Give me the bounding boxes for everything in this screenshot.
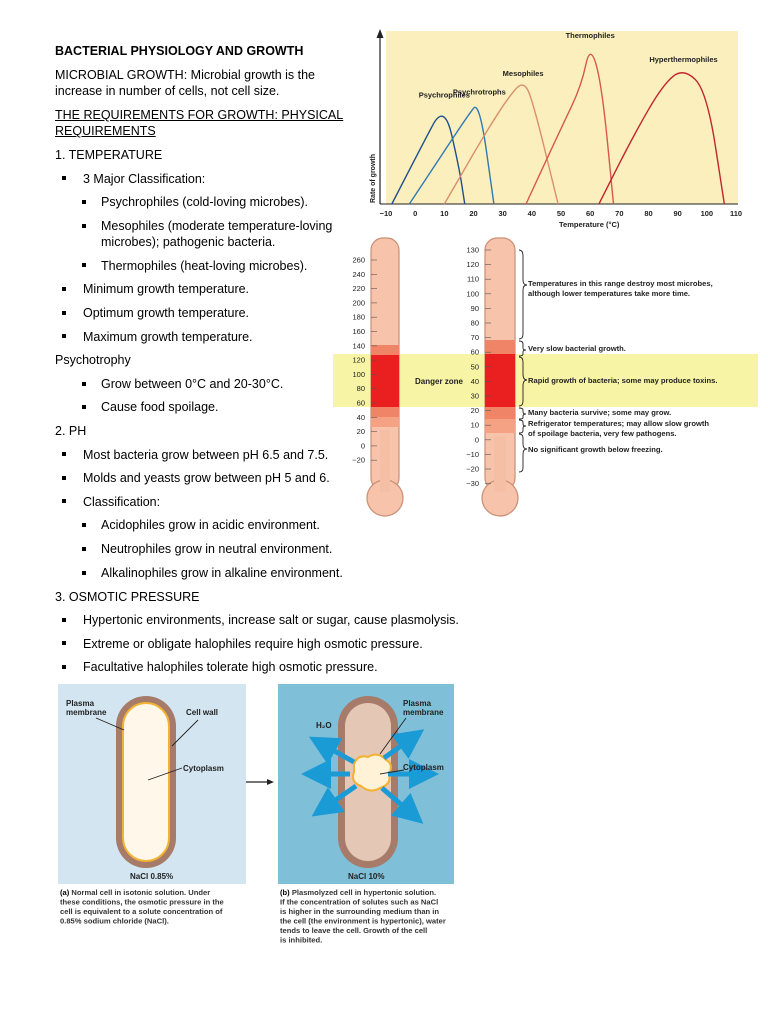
caption-line: (a) Normal cell in isotonic solution. Under [60, 888, 211, 897]
neutrophiles-item: Neutrophiles grow in neutral environment. [101, 542, 333, 556]
bullet-icon [62, 476, 66, 480]
fahrenheit-thermometer [367, 238, 403, 516]
refrigerator-band [485, 419, 515, 433]
x-tick-label: 20 [469, 209, 478, 218]
right-scale-label: −10 [466, 449, 479, 459]
rapid-growth-band [371, 355, 399, 407]
growth-rate-chart [366, 28, 746, 238]
note-destroy-line2: although lower temperatures take more time. [528, 289, 691, 298]
bullet-icon [82, 263, 86, 267]
refrigerator-band [371, 417, 399, 427]
brace [519, 420, 526, 433]
ph-heading: 2. PH [55, 424, 87, 438]
danger-zone-label: Danger zone [415, 377, 464, 386]
x-tick-label: 90 [673, 209, 682, 218]
cell-wall-label: Cell wall [186, 708, 219, 717]
osmotic-item1: Hypertonic environments, increase salt or sugar, cause plasmolysis. [83, 613, 459, 627]
psychotrophy-item2: Cause food spoilage. [101, 400, 219, 414]
alkalinophiles-item: Alkalinophiles grow in alkaline environment. [101, 566, 343, 580]
optimum-growth: Optimum growth temperature. [83, 306, 250, 320]
transition-arrowhead-icon [267, 779, 274, 785]
nacl-label: NaCl 10% [348, 872, 385, 881]
bullet-icon [62, 311, 66, 315]
bullet-icon [82, 523, 86, 527]
left-scale-label: 160 [352, 327, 365, 336]
survive-band [485, 407, 515, 419]
osmotic-heading: 3. OSMOTIC PRESSURE [55, 590, 200, 604]
major-classification: 3 Major Classification: [83, 172, 206, 186]
bullet-icon [62, 641, 66, 645]
psychotrophy-item1: Grow between 0°C and 20-30°C. [101, 377, 284, 391]
right-scale-label: 50 [470, 362, 479, 372]
brace [519, 341, 526, 356]
caption-line: cell is equivalent to a solute concentration of [60, 907, 223, 916]
minimum-growth: Minimum growth temperature. [83, 282, 250, 296]
water-label: H₂O [316, 721, 332, 730]
left-scale-label: 60 [356, 398, 365, 408]
left-scale-label: −20 [352, 455, 365, 465]
y-axis-arrow-icon [377, 29, 384, 38]
bullet-icon [62, 499, 66, 503]
left-scale-label: 240 [352, 269, 365, 279]
nacl-label: NaCl 0.85% [130, 872, 174, 881]
celsius-thermometer [482, 238, 518, 516]
series-label-hyperthermophiles: Hyperthermophiles [649, 55, 718, 64]
cytoplasm-label: Cytoplasm [403, 763, 444, 772]
caption-line: the cell (the environment is hypertonic), water [280, 916, 446, 926]
brace [519, 434, 527, 472]
left-scale-label: 220 [352, 284, 365, 294]
ph-classification: Classification: [83, 495, 161, 509]
series-label-mesophiles: Mesophiles [502, 68, 544, 78]
left-scale-label: 0 [360, 441, 365, 451]
bullet-icon [62, 334, 66, 338]
right-scale-label: −30 [466, 479, 479, 489]
caption-line: is higher in the surrounding medium than in [280, 907, 440, 916]
bullet-icon [62, 665, 66, 669]
x-tick-label: 70 [615, 209, 624, 218]
right-scale-label: 40 [470, 376, 479, 386]
osmotic-cells-figure [58, 684, 468, 956]
series-label-thermophiles: Thermophiles [565, 31, 615, 41]
note-slow: Very slow bacterial growth. [528, 344, 626, 353]
caption-b [280, 888, 446, 945]
series-label-psychrophiles: Psychrophiles [418, 90, 470, 100]
caption-line: tends to leave the cell. Growth of the cell [280, 926, 428, 935]
temperature-heading: 1. TEMPERATURE [55, 148, 163, 162]
bullet-icon [82, 571, 86, 575]
right-scale-label: −20 [466, 464, 479, 474]
x-tick-label: 30 [498, 209, 507, 218]
microbial-growth-line2: increase in number of cells, not cell size. [55, 84, 280, 98]
cytoplasm-label: Cytoplasm [183, 764, 224, 773]
series-label-psychrotrophs: Psychrotrophs [452, 87, 506, 97]
caption-line: (b) Plasmolyzed cell in hypertonic solution. [280, 888, 437, 897]
thermophiles-item: Thermophiles (heat-loving microbes). [101, 259, 308, 273]
temperature-thermometers [333, 230, 758, 525]
left-scale-label: 260 [352, 255, 365, 265]
bullet-icon [62, 287, 66, 291]
y-axis-label: Rate of growth [370, 154, 377, 203]
requirements-heading-line2: REQUIREMENTS [55, 124, 156, 138]
page-title: BACTERIAL PHYSIOLOGY AND GROWTH [55, 44, 304, 58]
x-tick-label: 100 [700, 209, 714, 218]
right-scale-label: 80 [470, 318, 479, 328]
x-tick-label: 0 [413, 209, 418, 218]
acidophiles-item: Acidophiles grow in acidic environment. [101, 518, 320, 532]
right-scale-label: 120 [466, 260, 479, 270]
note-destroy-line1: Temperatures in this range destroy most microbes, [528, 279, 713, 288]
caption-a [60, 888, 224, 926]
right-scale-label: 20 [470, 406, 479, 416]
right-scale-label: 70 [470, 333, 479, 343]
cytoplasm-shape [123, 703, 169, 861]
mesophiles-item-line2: microbes); pathogenic bacteria. [101, 235, 276, 249]
psychotrophy-heading: Psychotrophy [55, 353, 131, 367]
left-scale-label: 40 [356, 412, 365, 422]
right-scale-label: 130 [466, 245, 479, 255]
bullet-icon [82, 405, 86, 409]
bullet-icon [62, 618, 66, 622]
x-tick-label: 40 [527, 209, 537, 218]
x-tick-label: 60 [585, 209, 595, 218]
bullet-icon [82, 224, 86, 228]
maximum-growth: Maximum growth temperature. [83, 330, 253, 344]
microbial-growth-line1: MICROBIAL GROWTH: Microbial growth is the [55, 68, 316, 82]
mesophiles-item-line1: Mesophiles (moderate temperature-loving [101, 219, 333, 233]
right-scale-label: 0 [474, 435, 479, 445]
psychrophiles-item: Psychrophiles (cold-loving microbes). [101, 195, 309, 209]
osmotic-item3: Facultative halophiles tolerate high osmotic pressure. [83, 660, 378, 674]
requirements-heading-line1: THE REQUIREMENTS FOR GROWTH: PHYSICAL [55, 108, 344, 122]
survive-band [371, 407, 399, 417]
right-scale-label: 60 [470, 347, 479, 357]
right-scale-label: 100 [466, 289, 479, 299]
x-tick-label: 110 [729, 209, 743, 218]
bullet-icon [82, 200, 86, 204]
note-rapid: Rapid growth of bacteria; some may produce toxins. [528, 376, 718, 385]
plasma-membrane-label: Plasma membrane [66, 699, 107, 717]
note-refrig-line1: Refrigerator temperatures; may allow slow growth [528, 419, 710, 428]
caption-line: 0.85% sodium chloride (NaCl). [60, 916, 169, 926]
right-scale-label: 90 [470, 303, 479, 313]
x-axis-label: Temperature (°C) [559, 220, 620, 229]
left-scale-label: 20 [356, 427, 365, 437]
plasmolyzed-cytoplasm-shape [353, 755, 391, 791]
bullet-icon [62, 452, 66, 456]
ph-item1: Most bacteria grow between pH 6.5 and 7.5. [83, 448, 329, 462]
plasma-membrane-label: Plasma membrane [403, 699, 444, 717]
caption-line: is inhibited. [280, 935, 323, 945]
left-scale-label: 180 [352, 312, 365, 322]
bullet-icon [62, 176, 66, 180]
bullet-icon [82, 547, 86, 551]
rapid-growth-band [485, 354, 515, 407]
x-tick-label: 10 [440, 209, 449, 218]
bullet-icon [82, 382, 86, 386]
right-scale-label: 10 [470, 420, 479, 430]
osmotic-item2: Extreme or obligate halophiles require high osmotic pressure. [83, 637, 423, 651]
caption-line: these conditions, the osmotic pressure in the [60, 897, 224, 907]
note-refrig-line2: of spoilage bacteria, very few pathogens. [528, 429, 677, 438]
left-scale-label: 140 [352, 341, 365, 351]
right-scale-label: 30 [470, 391, 479, 401]
ph-item2: Molds and yeasts grow between pH 5 and 6. [83, 471, 330, 485]
x-tick-label: 50 [556, 209, 566, 218]
brace [519, 250, 527, 339]
slow-growth-band [371, 345, 399, 355]
note-freezing: No significant growth below freezing. [528, 445, 663, 454]
note-survive: Many bacteria survive; some may grow. [528, 408, 672, 417]
x-tick-label: 80 [644, 209, 653, 218]
left-scale-label: 100 [352, 369, 365, 379]
left-scale-label: 120 [352, 355, 365, 365]
brace [519, 408, 526, 419]
caption-line: If the concentration of solutes such as NaCl [280, 897, 439, 907]
right-scale-label: 110 [467, 274, 479, 284]
left-scale-label: 200 [352, 298, 365, 308]
left-scale-label: 80 [356, 384, 365, 394]
x-tick-label: −10 [379, 209, 393, 218]
